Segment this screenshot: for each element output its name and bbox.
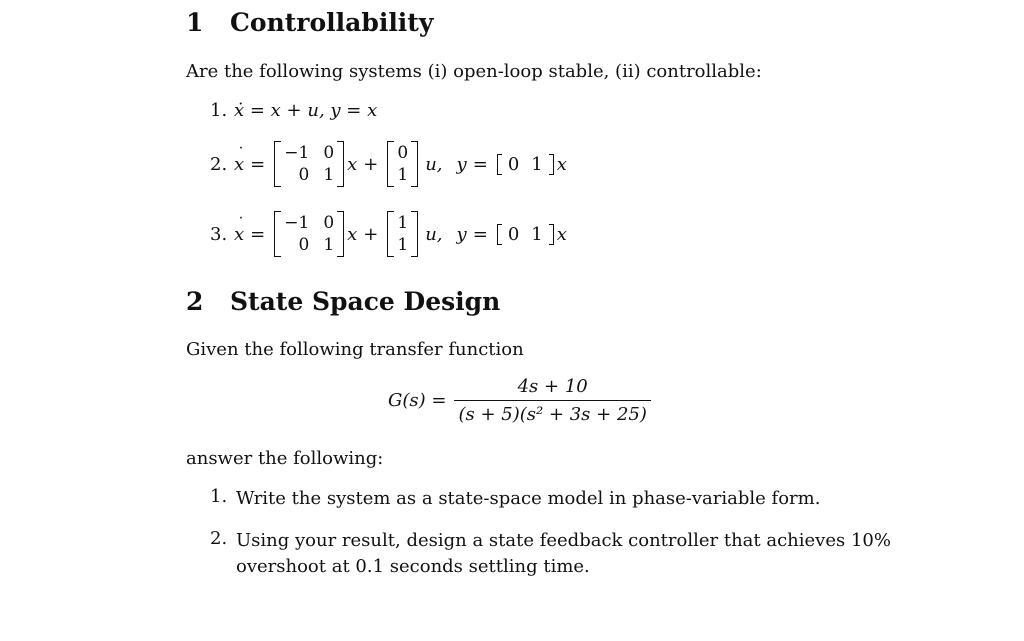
transfer-function-numerator: 4s + 10 (517, 376, 588, 397)
matrix-a-cell: 0 (323, 212, 335, 233)
section-1-title: Controllability (230, 8, 434, 37)
section-2-number: 2 (186, 287, 204, 316)
task-2-number: 2. (210, 528, 228, 549)
section-2-title: State Space Design (230, 287, 501, 316)
right-bracket (549, 224, 554, 245)
system-2 (210, 141, 567, 187)
task-1-number: 1. (210, 486, 228, 507)
matrix-a-cell: 0 (298, 164, 310, 185)
plus-sign: + (363, 153, 379, 175)
right-bracket (337, 141, 344, 187)
input-symbol: u, (425, 223, 443, 245)
matrix-c-cell: 1 (531, 153, 543, 175)
state-symbol: x (556, 153, 567, 175)
task-2 (210, 528, 891, 580)
right-bracket (411, 211, 418, 257)
state-symbol: x (556, 223, 567, 245)
transfer-function-lhs: G(s) = (388, 390, 447, 411)
system-1-equation: ẋ = x + u, y = x (234, 100, 378, 121)
section-2-intro: Given the following transfer function (186, 339, 524, 360)
plus-sign: + (363, 223, 379, 245)
matrix-b-cell: 1 (397, 164, 409, 185)
matrix-b-cell: 0 (397, 142, 409, 163)
state-symbol: x (347, 223, 358, 245)
matrix-a-cell: 0 (298, 234, 310, 255)
left-bracket (274, 211, 281, 257)
system-2-matrix-b (387, 141, 418, 187)
transfer-function-fraction (454, 376, 650, 425)
task-2-line-2: overshoot at 0.1 seconds settling time. (236, 556, 590, 577)
left-bracket (274, 141, 281, 187)
answer-intro: answer the following: (186, 448, 384, 469)
x-dot-symbol: x ˙ (234, 154, 244, 175)
matrix-a-cell: 0 (323, 142, 335, 163)
equals-sign: = (250, 223, 266, 245)
system-2-matrix-c (497, 154, 554, 175)
matrix-a-cell: −1 (284, 212, 310, 233)
system-1 (210, 100, 377, 121)
system-3-matrix-c (497, 224, 554, 245)
system-3-matrix-b (387, 211, 418, 257)
state-symbol: x (347, 153, 358, 175)
matrix-c-cell: 0 (507, 223, 520, 245)
section-2-heading (186, 287, 500, 316)
left-bracket (387, 141, 394, 187)
system-1-number: 1. (210, 100, 228, 121)
transfer-function-denominator: (s + 5)(s² + 3s + 25) (454, 400, 650, 425)
left-bracket (497, 224, 502, 245)
task-1 (210, 486, 820, 512)
system-3-matrix-a (274, 211, 344, 257)
system-3-number: 3. (210, 223, 228, 245)
task-2-line-1: Using your result, design a state feedback controller that achieves 10% (236, 530, 891, 551)
x-dot-symbol: x ˙ (234, 224, 244, 245)
equals-sign: = (250, 153, 266, 175)
right-bracket (549, 154, 554, 175)
matrix-a-cell: 1 (323, 234, 335, 255)
matrix-c-cell: 1 (531, 223, 543, 245)
task-1-text: Write the system as a state-space model in phase-variable form. (236, 488, 821, 509)
right-bracket (337, 211, 344, 257)
matrix-b-cell: 1 (397, 212, 409, 233)
equals-sign: = (472, 223, 488, 245)
section-1-prompt: Are the following systems (i) open-loop stable, (ii) controllable: (186, 61, 762, 82)
left-bracket (497, 154, 502, 175)
output-symbol: y (456, 153, 467, 175)
matrix-a-cell: −1 (284, 142, 310, 163)
right-bracket (411, 141, 418, 187)
input-symbol: u, (425, 153, 443, 175)
matrix-b-cell: 1 (397, 234, 409, 255)
matrix-c-cell: 0 (507, 153, 520, 175)
matrix-a-cell: 1 (323, 164, 335, 185)
left-bracket (387, 211, 394, 257)
output-symbol: y (456, 223, 467, 245)
equals-sign: = (472, 153, 488, 175)
task-2-text (236, 528, 891, 580)
system-2-matrix-a (274, 141, 344, 187)
system-3 (210, 211, 567, 257)
transfer-function (388, 376, 651, 425)
section-1-number: 1 (186, 8, 204, 37)
section-1-heading (186, 8, 433, 37)
system-2-number: 2. (210, 153, 228, 175)
